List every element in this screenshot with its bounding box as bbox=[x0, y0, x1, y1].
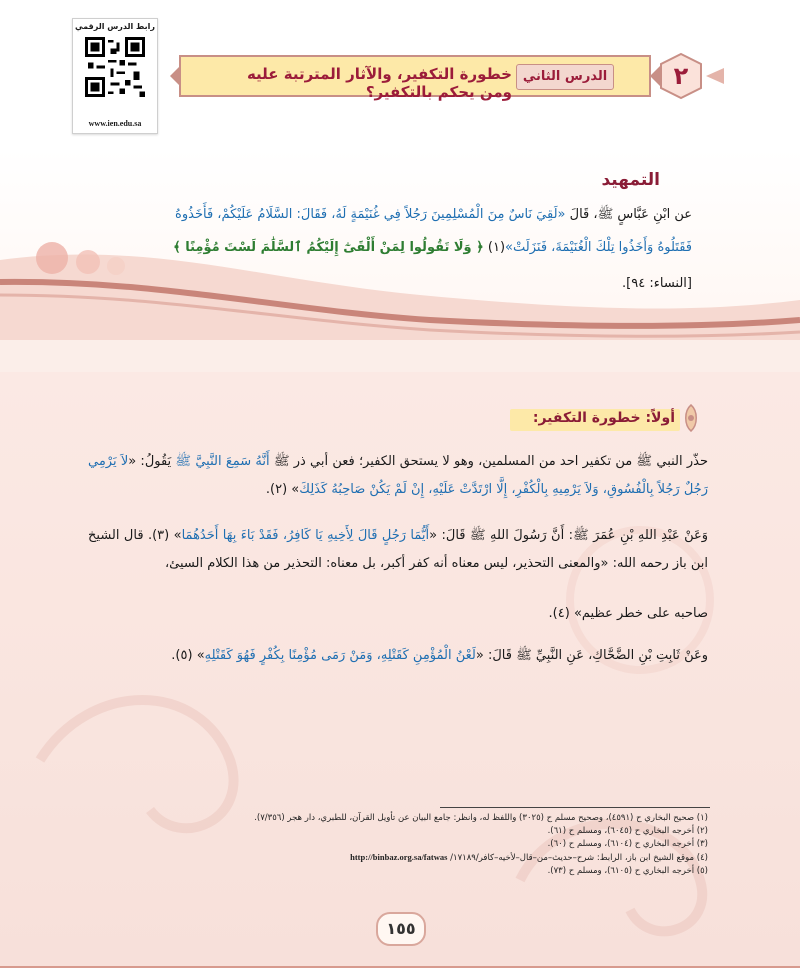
verse-source: [النساء: ٩٤]. bbox=[622, 276, 692, 291]
section-title: أولاً: خطورة التكفير: bbox=[532, 410, 675, 426]
p2-text-d: الشيخ ابن باز رحمه الله: «والمعنى التحذير، ليس معناه أنه كفر أكبر، بل معناه: التحذير من هذا الكلام السيئ، bbox=[88, 528, 708, 571]
p2-hadith: أَيُّمَا رَجُلٍ قَالَ لِأَخِيهِ يَا كَافِرُ، فَقَدْ بَاءَ بِهَا أَحَدُهُمَا bbox=[181, 528, 430, 543]
intro-hadith-text-1: «لَقِيَ نَاسٌ مِنَ الْمُسْلِمِينَ رَجُلاً فِي غُنَيْمَةٍ لَهُ، فَقَالَ: السَّلَامُ عَلَيْكُمْ، فَأَخَذُوهُ bbox=[175, 207, 566, 222]
paragraph-4 bbox=[88, 642, 708, 670]
footnote-3: (٣) أخرجه البخاري ح (٦١٠٤)، ومسلم ح (٦٠). bbox=[547, 839, 708, 849]
intro-line-2 bbox=[118, 238, 692, 258]
lesson-title: خطورة التكفير، والآثار المترتبة عليه ومن يحكم بالتكفير؟ bbox=[246, 65, 512, 101]
paragraph-3: صاحبه على خطر عظيم» (٤). bbox=[548, 606, 708, 621]
intro-hadith bbox=[118, 198, 692, 232]
quran-verse: ﴿ وَلَا تَقُولُوا لِمَنْ أَلْقَىٰٓ إِلَيْكُمُ ٱلسَّلَٰمَ لَسْتَ مُؤْمِنًا ﴾ bbox=[173, 240, 484, 255]
footnote-2: (٢) أخرجه البخاري ح (٦٠٤٥)، ومسلم ح (٦١). bbox=[547, 826, 708, 836]
p1-hadith: لاَ يَرْمِي رَجُلٌ رَجُلاً بِالْفُسُوقِ، وَلاَ يَرْمِيهِ بِالْكُفْرِ، إِلَّا ارْتَدَّتْ عَلَيْهِ، إِنْ لَمْ يَكُنْ صَاحِبُهُ كَذَلِكَ bbox=[88, 454, 708, 497]
p4-text-a: وعَنْ ثَابِتِ بْنِ الضَّحَّاكِ، عَنِ النَّبِيِّ ﷺ قَالَ: « bbox=[475, 648, 708, 663]
p2-text-c: » (٣). قال bbox=[123, 528, 182, 543]
lesson-number: ٢ bbox=[673, 62, 689, 90]
ornament-icon bbox=[680, 403, 702, 433]
qr-url[interactable]: www.ien.edu.sa bbox=[88, 119, 142, 128]
p2-text-a: وَعَنْ عَبْدِ اللهِ بْنِ عُمَرَ ﷺ: أَنَّ رَسُولَ اللهِ ﷺ قَالَ: « bbox=[429, 528, 709, 543]
p4-hadith: لَعْنُ الْمُؤْمِنِ كَقَتْلِهِ، وَمَنْ رَمَى مُؤْمِنًا بِكُفْرٍ فَهُوَ كَقَتْلِهِ bbox=[204, 648, 476, 663]
footnote-5: (٥) أخرجه البخاري ح (٦١٠٥)، ومسلم ح (٧٣). bbox=[547, 866, 708, 876]
footnote-4 bbox=[160, 851, 708, 865]
qr-code-card[interactable] bbox=[72, 18, 158, 134]
paragraph-1 bbox=[88, 448, 708, 504]
page-number: ١٥٥ bbox=[376, 912, 426, 946]
footnote-ref-1: (١) bbox=[487, 240, 506, 255]
paragraph-2 bbox=[88, 522, 708, 578]
intro-hadith-text-2: فَقَتَلُوهُ وَأَخَذُوا تِلْكَ الْغُنَيْمَةَ، فَنَزَلَتْ» bbox=[505, 240, 692, 255]
qr-code-icon[interactable] bbox=[85, 37, 145, 97]
intro-heading: التمهيد bbox=[601, 170, 660, 190]
footnote-4-text: (٤) موقع الشيخ ابن باز، الرابط: شرح–حديث–من–قال–لأخيه–كافر/١٧١٨٩/ bbox=[450, 853, 708, 863]
footnotes bbox=[160, 812, 708, 878]
p1-ref: » (٢). bbox=[265, 482, 300, 497]
p4-ref: » (٥). bbox=[171, 648, 205, 663]
qr-label: رابط الدرس الرقمي bbox=[75, 22, 155, 31]
footnote-4-link[interactable]: http://binbaz.org.sa/fatwas bbox=[350, 852, 448, 862]
lesson-header bbox=[170, 50, 724, 102]
p1-text-c: يَقُولُ: « bbox=[128, 454, 172, 469]
lesson-label: الدرس الثاني bbox=[516, 64, 614, 90]
footnote-divider bbox=[440, 807, 710, 808]
footnote-1: (١) صحيح البخاري ح (٤٥٩١)، وصحيح مسلم ح (٣٠٢٥) واللفظ له، وانظر: جامع البيان عن تأويل القرآن، للطبري، دار هجر (٧/٣٥٦). bbox=[254, 813, 708, 823]
p1-text-a: حذّر النبي ﷺ من تكفير احد من المسلمين، وهو لا يستحق الكفير؛ فعن أبي ذر ﷺ bbox=[269, 454, 708, 469]
p1-text-b: أَنَّهُ سَمِعَ النَّبِيَّ ﷺ bbox=[175, 454, 270, 469]
intro-narrator: عن ابْنِ عَبَّاسٍ ﷺ، قَالَ bbox=[565, 207, 692, 222]
